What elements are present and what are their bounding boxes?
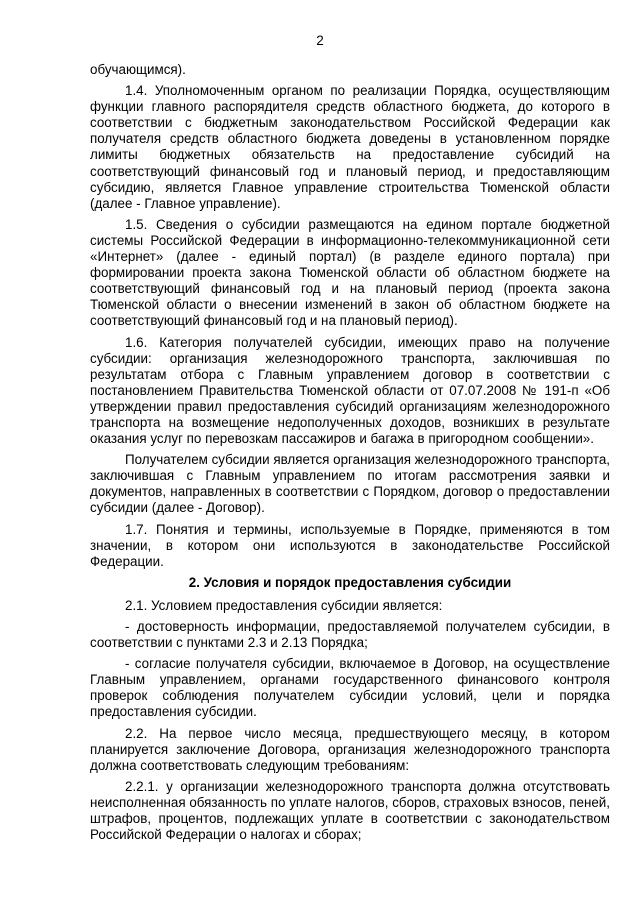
paragraph-2-1: 2.1. Условием предоставления субсидии является:	[125, 597, 443, 613]
section-heading: 2. Условия и порядок предоставления субсидии	[188, 574, 512, 590]
paragraph-2-2-1: 2.2.1. у организации железнодорожного транспорта должна отсутствовать неисполненная обязанность по уплате налогов, сборов, страховых взносов, пеней, штрафов, процентов, подлежащих уплате в соответствии с законодательством Российской Федерации о налогах и сборах;	[90, 778, 610, 843]
paragraph-2-1-item-1: - достоверность информации, предоставляемой получателем субсидии, в соответствии с пунктами 2.3 и 2.13 Порядка;	[90, 619, 610, 651]
document-body	[90, 62, 610, 848]
paragraph-continuation: обучающимся).	[90, 62, 186, 77]
paragraph-1-5: 1.5. Сведения о субсидии размещаются на едином портале бюджетной системы Российской Федерации в информационно-телекоммуникационной сети «Интернет» (далее - единый портал) (в разделе единого портала) при формировании проекта закона Тюменской области об областном бюджете на соответствующий финансовый год и на плановый период (проекта закона Тюменской области о внесении изменений в закон об областном бюджете на соответствующий финансовый год и на плановый период).	[90, 216, 610, 329]
paragraph-1-6: 1.6. Категория получателей субсидии, имеющих право на получение субсидии: организация железнодорожного транспорта, заключившая по результатам отбора с Главным управлением договор в соответствии с постановлением Правительства Тюменской области от 07.07.2008 № 191-п «Об утверждении правил предоставления субсидий организациям железнодорожного транспорта на возмещение недополученных доходов, возникших в результате оказания услуг по перевозкам пассажиров и багажа в пригородном сообщении».	[90, 334, 610, 447]
page-number: 2	[316, 33, 324, 48]
paragraph-1-7: 1.7. Понятия и термины, используемые в Порядке, применяются в том значении, в котором они используются в законодательстве Российской Федерации.	[90, 521, 610, 569]
paragraph-2-2: 2.2. На первое число месяца, предшествующего месяцу, в котором планируется заключение Договора, организация железнодорожного транспорта должна соответствовать следующим требованиям:	[90, 725, 610, 773]
paragraph-recipient: Получателем субсидии является организация железнодорожного транспорта, заключившая с Главным управлением по итогам рассмотрения заявки и документов, направленных в соответствии с Порядком, договор о предоставлении субсидии (далее - Договор).	[90, 452, 610, 516]
paragraph-1-4: 1.4. Уполномоченным органом по реализации Порядка, осуществляющим функции главного распорядителя средств областного бюджета, до которого в соответствии с бюджетным законодательством Российской Федерации как получателя средств областного бюджета доведены в установленном порядке лимиты бюджетных обязательств на предоставление субсидий на соответствующий финансовый год и плановый период, и предоставляющим субсидию, является Главное управление строительства Тюменской области (далее - Главное управление).	[90, 83, 610, 211]
paragraph-2-1-item-2: - согласие получателя субсидии, включаемое в Договор, на осуществление Главным управлением, органами государственного финансового контроля проверок соблюдения получателем субсидии условий, цели и порядка предоставления субсидии.	[90, 656, 610, 720]
